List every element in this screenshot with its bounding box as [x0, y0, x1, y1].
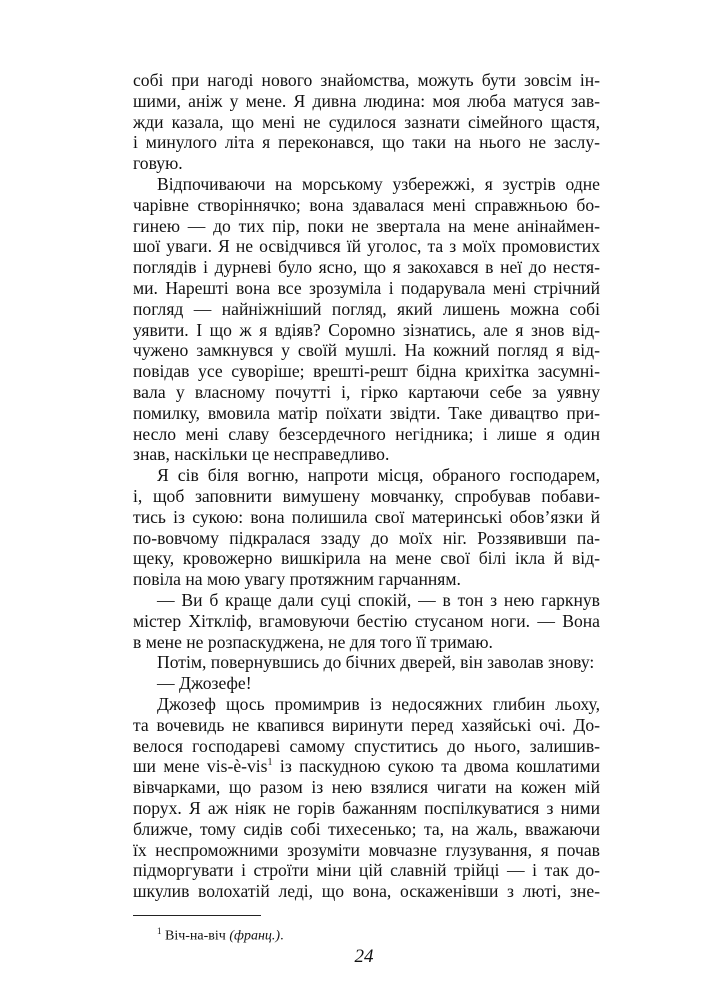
text-line: собі при нагоді нового знайомства, можуть бути зовсім ін- — [133, 70, 600, 90]
footnote-text: Віч-на-віч — [165, 928, 230, 944]
text-fragment: із паскудною сукою та двома кошлатими — [272, 756, 600, 777]
text-line — [133, 756, 600, 777]
text-line: — Ви б краще дали суці спокій, — в тон з нею гаркнув — [157, 590, 600, 610]
text-line: чужено замкнувся у своїй мушлі. На кожний погляд я від- — [133, 340, 600, 361]
footnote-reference: 1 — [267, 757, 273, 769]
footnote-marker: 1 — [157, 926, 162, 936]
text-line: і, щоб заповнити вимушену мовчанку, спробував побави- — [133, 486, 600, 506]
text-line: Потім, повернувшись до бічних дверей, він заволав знову: — [157, 652, 595, 673]
text-line: — Джозефе! — [157, 673, 252, 694]
text-line: шими, аніж у мене. Я дивна людина: моя люба матуся зав- — [133, 90, 600, 111]
text-line: жди казала, що мені не судилося зазнати сімейного щастя, — [133, 111, 600, 132]
text-line: гинею — до тих пір, поки не звертала на мене анінаймен- — [133, 215, 600, 236]
text-line: вала у власному почутті і, гірко картаючи себе за уявну — [133, 382, 600, 402]
text-line: чарівне створіннячко; вона здавалася мені справжньою бо- — [133, 194, 600, 215]
text-line: Я сів біля вогню, напроти місця, обраного господарем, — [157, 465, 600, 486]
text-line: знав, наскільки це несправедливо. — [133, 444, 390, 465]
text-line: Відпочиваючи на морському узбережжі, я зустрів одне — [157, 174, 600, 194]
text-line: по-вовчому підкралася ззаду до моїх ніг. Роззявивши па- — [133, 527, 600, 548]
text-line: велося господареві самому спуститись до нього, залишив- — [133, 735, 600, 756]
text-line: говую. — [133, 153, 183, 174]
text-line: шої уваги. Я не освідчився їй уголос, та з моїх промовистих — [133, 236, 600, 257]
text-line: погляд — найніжніший погляд, який лишень можна собі — [133, 298, 600, 319]
text-line: містер Хіткліф, вгамовуючи бестію стусаном ноги. — Вона — [133, 610, 600, 631]
text-line: помилку, вмовила матір поїхати звідти. Таке дивацтво при- — [133, 402, 600, 423]
text-line: і минулого літа я переконався, що таки на нього не заслу- — [133, 132, 600, 153]
text-line: несло мені славу безсердечного негідника; і лише я один — [133, 423, 600, 444]
text-fragment: ши мене vis-è-vis — [133, 756, 268, 777]
text-line: ми. Нарешті вона все зрозуміла і подарувала мені стрічний — [133, 278, 600, 298]
text-line: шкулив волохатій леді, що вона, оскаженівши з люті, зне- — [133, 881, 600, 902]
text-line: повіла на мою увагу протяжним гарчанням. — [133, 569, 461, 590]
text-line: уявити. І що ж я вдіяв? Соромно зізнатись, але я знов від- — [133, 319, 600, 340]
text-line: щеку, кровожерно вишкірила на мене свої білі ікла й від- — [133, 548, 600, 569]
footnote — [157, 922, 284, 946]
text-line: ближче, тому сидів собі тихесенько; та, на жаль, вважаючи — [133, 818, 600, 839]
text-line: в мене не розпаскуджена, не для того її тримаю. — [133, 631, 493, 652]
footnote-divider — [133, 915, 261, 916]
text-line: Джозеф щось промимрив із недосяжних глибин льоху, — [157, 694, 600, 714]
text-line: вівчарками, що разом із нею взялися чигати на кожен мій — [133, 777, 600, 798]
text-line: повідав усе суворіше; врешті-решт бідна крихітка засумні- — [133, 361, 600, 382]
text-line: їх неспроможними зрозуміти мовчазне глузування, я почав — [133, 839, 600, 860]
page-number: 24 — [354, 946, 374, 967]
text-line: та вочевидь не квапився виринути перед хазяйські очі. До- — [133, 714, 600, 735]
text-line: порух. Я аж ніяк не горів бажанням поспілкуватися з ними — [133, 798, 600, 818]
text-line: підморгувати і строїти міни цій славній трійці — і так до- — [133, 860, 600, 881]
footnote-end: . — [280, 928, 284, 944]
text-line: поглядів і дурневі було ясно, що я закохався в неї до нестя- — [133, 257, 600, 278]
text-line: тись із сукою: вона полишила свої материнські обов’язки й — [133, 506, 600, 527]
footnote-language: (франц.) — [229, 928, 281, 944]
